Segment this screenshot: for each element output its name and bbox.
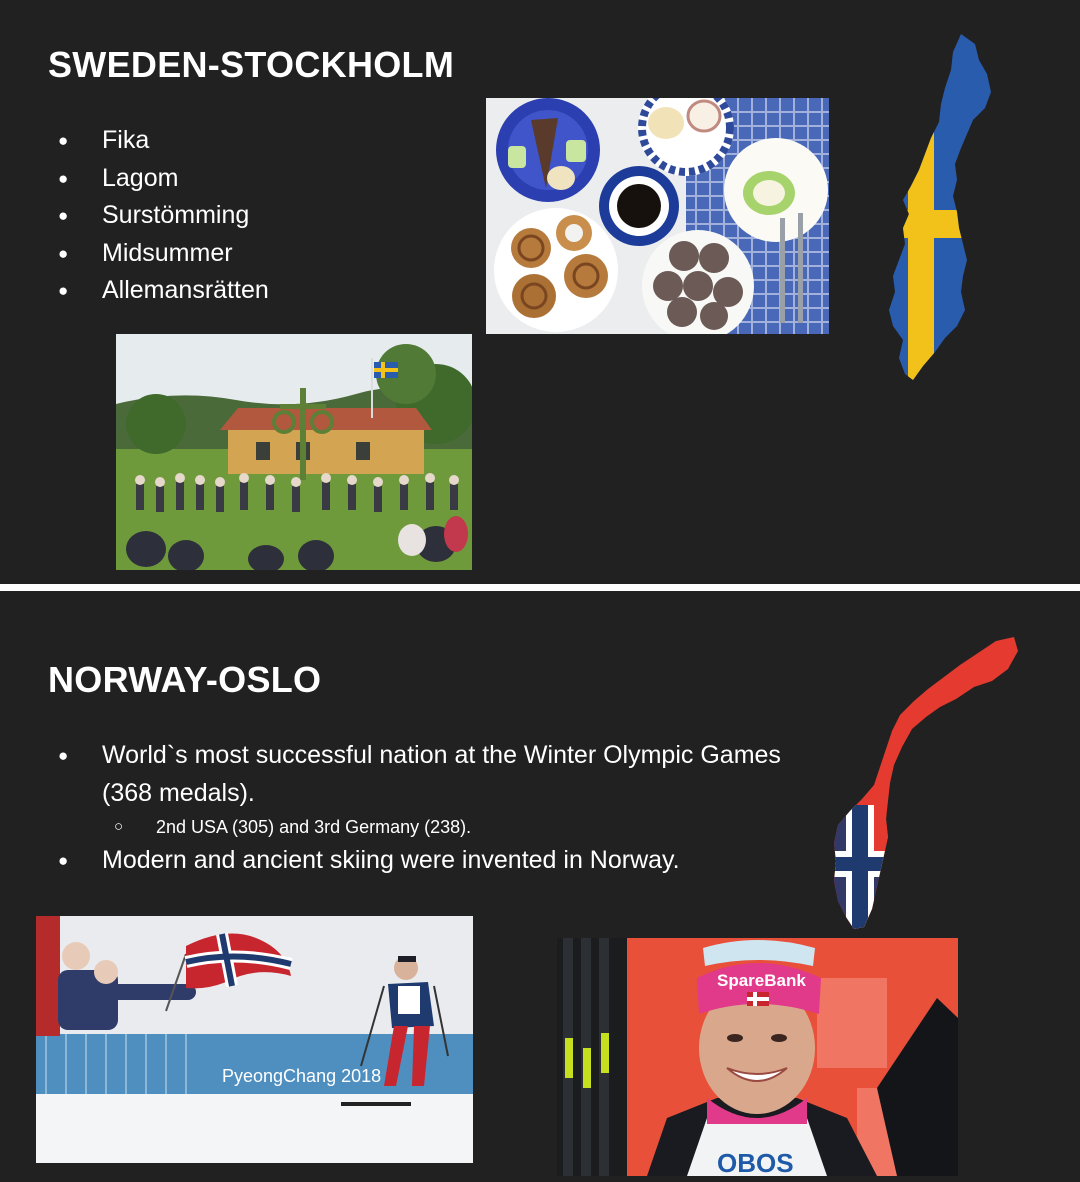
bullet-surstromming: ● Surstömming [48, 197, 468, 235]
skier-illustration [36, 916, 473, 1163]
slide-sweden [0, 0, 1080, 584]
norway-flag-map [832, 629, 1022, 931]
sweden-title: SWEDEN-STOCKHOLM [48, 44, 455, 85]
bullet-skiing-invented: ● Modern and ancient skiing were invented in Norway. [48, 842, 788, 880]
fika-photo [486, 98, 829, 334]
bullet-allemansratten: ● Allemansrätten [48, 272, 468, 310]
norway-map-illustration [832, 629, 1022, 931]
fika-illustration [486, 98, 829, 334]
bullet-fika: ● Fika [48, 122, 468, 160]
athlete-headband-text: SpareBank [717, 971, 806, 990]
sweden-flag-map [883, 30, 998, 380]
sweden-map-illustration [883, 30, 998, 380]
slide-norway [0, 591, 1080, 1182]
midsummer-photo [116, 334, 472, 570]
midsummer-illustration [116, 334, 472, 570]
bullet-winter-olympics: ● World`s most successful nation at the Winter Olympic Games (368 medals). [48, 737, 788, 812]
norway-title: NORWAY-OSLO [48, 659, 322, 700]
bullet-usa-germany: ○ 2nd USA (305) and 3rd Germany (238). [48, 812, 788, 842]
bullet-midsummer: ● Midsummer [48, 235, 468, 273]
norway-bullet-list [48, 737, 788, 880]
athlete-illustration [557, 938, 958, 1176]
athlete-photo [557, 938, 958, 1176]
skier-photo [36, 916, 473, 1163]
bullet-lagom: ● Lagom [48, 160, 468, 198]
sweden-bullet-list [48, 122, 468, 310]
athlete-bib-text: OBOS [717, 1148, 794, 1176]
pyeongchang-banner: PyeongChang 2018 [222, 1066, 382, 1086]
